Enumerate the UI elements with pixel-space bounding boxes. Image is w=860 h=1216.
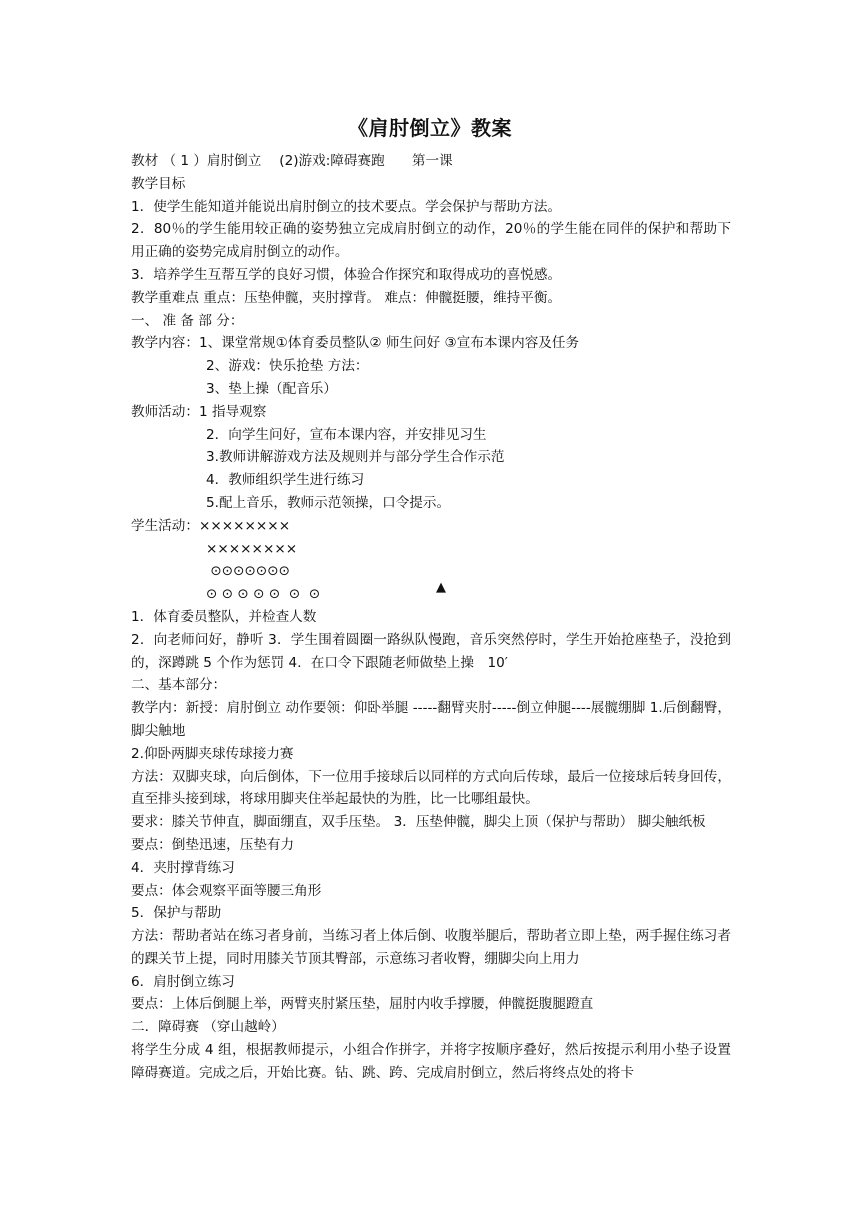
relay-requirements: 要求：膝关节伸直，脚面绷直，双手压垫。 3．压垫伸髋，脚尖上顶（保护与帮助） 脚尖触纸板 (131, 814, 706, 831)
section-basic-heading: 二、基本部分： (131, 677, 227, 694)
student-activity-row-3: ⊙⊙⊙⊙⊙⊙⊙ (206, 563, 291, 580)
teaching-content-3: 3、垫上操（配音乐） (206, 380, 337, 397)
objective-1: 1．使学生能知道并能说出肩肘倒立的技术要点。学会保护与帮助方法。 (131, 198, 562, 215)
teacher-position-marker: ▲ (436, 580, 446, 595)
section-preparation-heading: 一、 准 备 部 分： (131, 312, 244, 329)
document-body (131, 150, 731, 1085)
practice-4-heading: 4．夹肘撑背练习 (131, 859, 235, 876)
key-point-3: 要点：上体后倒腿上举，两臂夹肘紧压垫，屈肘内收手撑腰，伸髋挺腹腿蹬直 (131, 996, 594, 1013)
student-step-2: 2．向老师问好，静听 3．学生围着圆圈一路纵队慢跑，音乐突然停时，学生开始抢座垫子，没抢到的，深蹲跳 5 个作为惩罚 4．在口令下跟随老师做垫上操 10′ (131, 631, 731, 671)
key-point-1: 要点：倒垫迅速，压垫有力 (131, 836, 295, 853)
assist-method: 方法：帮助者站在练习者身前，当练习者上体后倒、收腹举腿后，帮助者立即上垫，两手握住练习者的踝关节上提，同时用膝关节顶其臀部，示意练习者收臀，绷脚尖向上用力 (131, 928, 731, 967)
teacher-activity-3: 3.教师讲解游戏方法及规则并与部分学生合作示范 (206, 449, 505, 466)
teacher-activity-5: 5.配上音乐，教师示范领操，口令提示。 (206, 494, 451, 511)
key-points: 教学重难点 重点：压垫伸髋，夹肘撑背。 难点：伸髋挺腰，维持平衡。 (131, 289, 562, 306)
student-step-1: 1．体育委员整队，并检查人数 (131, 608, 317, 625)
document-title: 《肩肘倒立》教案 (348, 116, 512, 140)
relay-method: 方法：双脚夹球，向后倒体，下一位用手接球后以同样的方式向后传球，最后一位接球后转身回传，直至排头接到球，将球用脚夹住举起最快的为胜，比一比哪组最快。 (131, 768, 731, 808)
new-skill-content: 教学内：新授：肩肘倒立 动作要领：仰卧举腿 -----翻臂夹肘-----倒立伸腿----展髋绷脚 1.后倒翻臀，脚尖触地 (131, 700, 731, 739)
key-point-2: 要点：体会观察平面等腰三角形 (131, 882, 322, 899)
teaching-content-2: 2、游戏：快乐抢垫 方法： (206, 358, 369, 375)
teacher-activity-1: 教师活动：1 指导观察 (131, 403, 267, 420)
obstacle-race-heading: 二．障碍赛 （穿山越岭） (131, 1019, 285, 1036)
objectives-heading: 教学目标 (131, 175, 186, 192)
teacher-activity-4: 4．教师组织学生进行练习 (206, 472, 365, 489)
student-activity-row-4: ⊙ ⊙ ⊙ ⊙ ⊙ ⊙ ⊙ (206, 586, 321, 603)
teacher-activity-2: 2．向学生问好，宣布本课内容，并安排见习生 (206, 426, 487, 443)
relay-game-heading: 2.仰卧两脚夹球传球接力赛 (131, 745, 294, 762)
obstacle-race-description: 将学生分成 4 组，根据教师提示，小组合作拼字，并将字按顺序叠好，然后按提示利用小垫子设置障碍赛道。完成之后，开始比赛。钻、跳、跨、完成肩肘倒立，然后将终点处的将卡 (131, 1042, 731, 1081)
objective-2: 2．80％的学生能用较正确的姿势独立完成肩肘倒立的动作，20％的学生能在同伴的保护和帮助下用正确的姿势完成肩肘倒立的动作。 (131, 221, 731, 261)
teaching-content-1: 教学内容：1、课堂常规①体育委员整队② 师生问好 ③宣布本课内容及任务 (131, 335, 580, 352)
practice-5-heading: 5．保护与帮助 (131, 905, 222, 922)
practice-6-heading: 6．肩肘倒立练习 (131, 973, 235, 990)
student-activity-row-2: ×××××××× (206, 540, 298, 557)
student-activity-row-1: 学生活动：×××××××× (131, 517, 291, 534)
objective-3: 3．培养学生互帮互学的良好习惯，体验合作探究和取得成功的喜悦感。 (131, 266, 562, 283)
materials-line: 教材 （ 1 ）肩肘倒立 (2)游戏:障碍赛跑 第一课 (131, 153, 453, 169)
